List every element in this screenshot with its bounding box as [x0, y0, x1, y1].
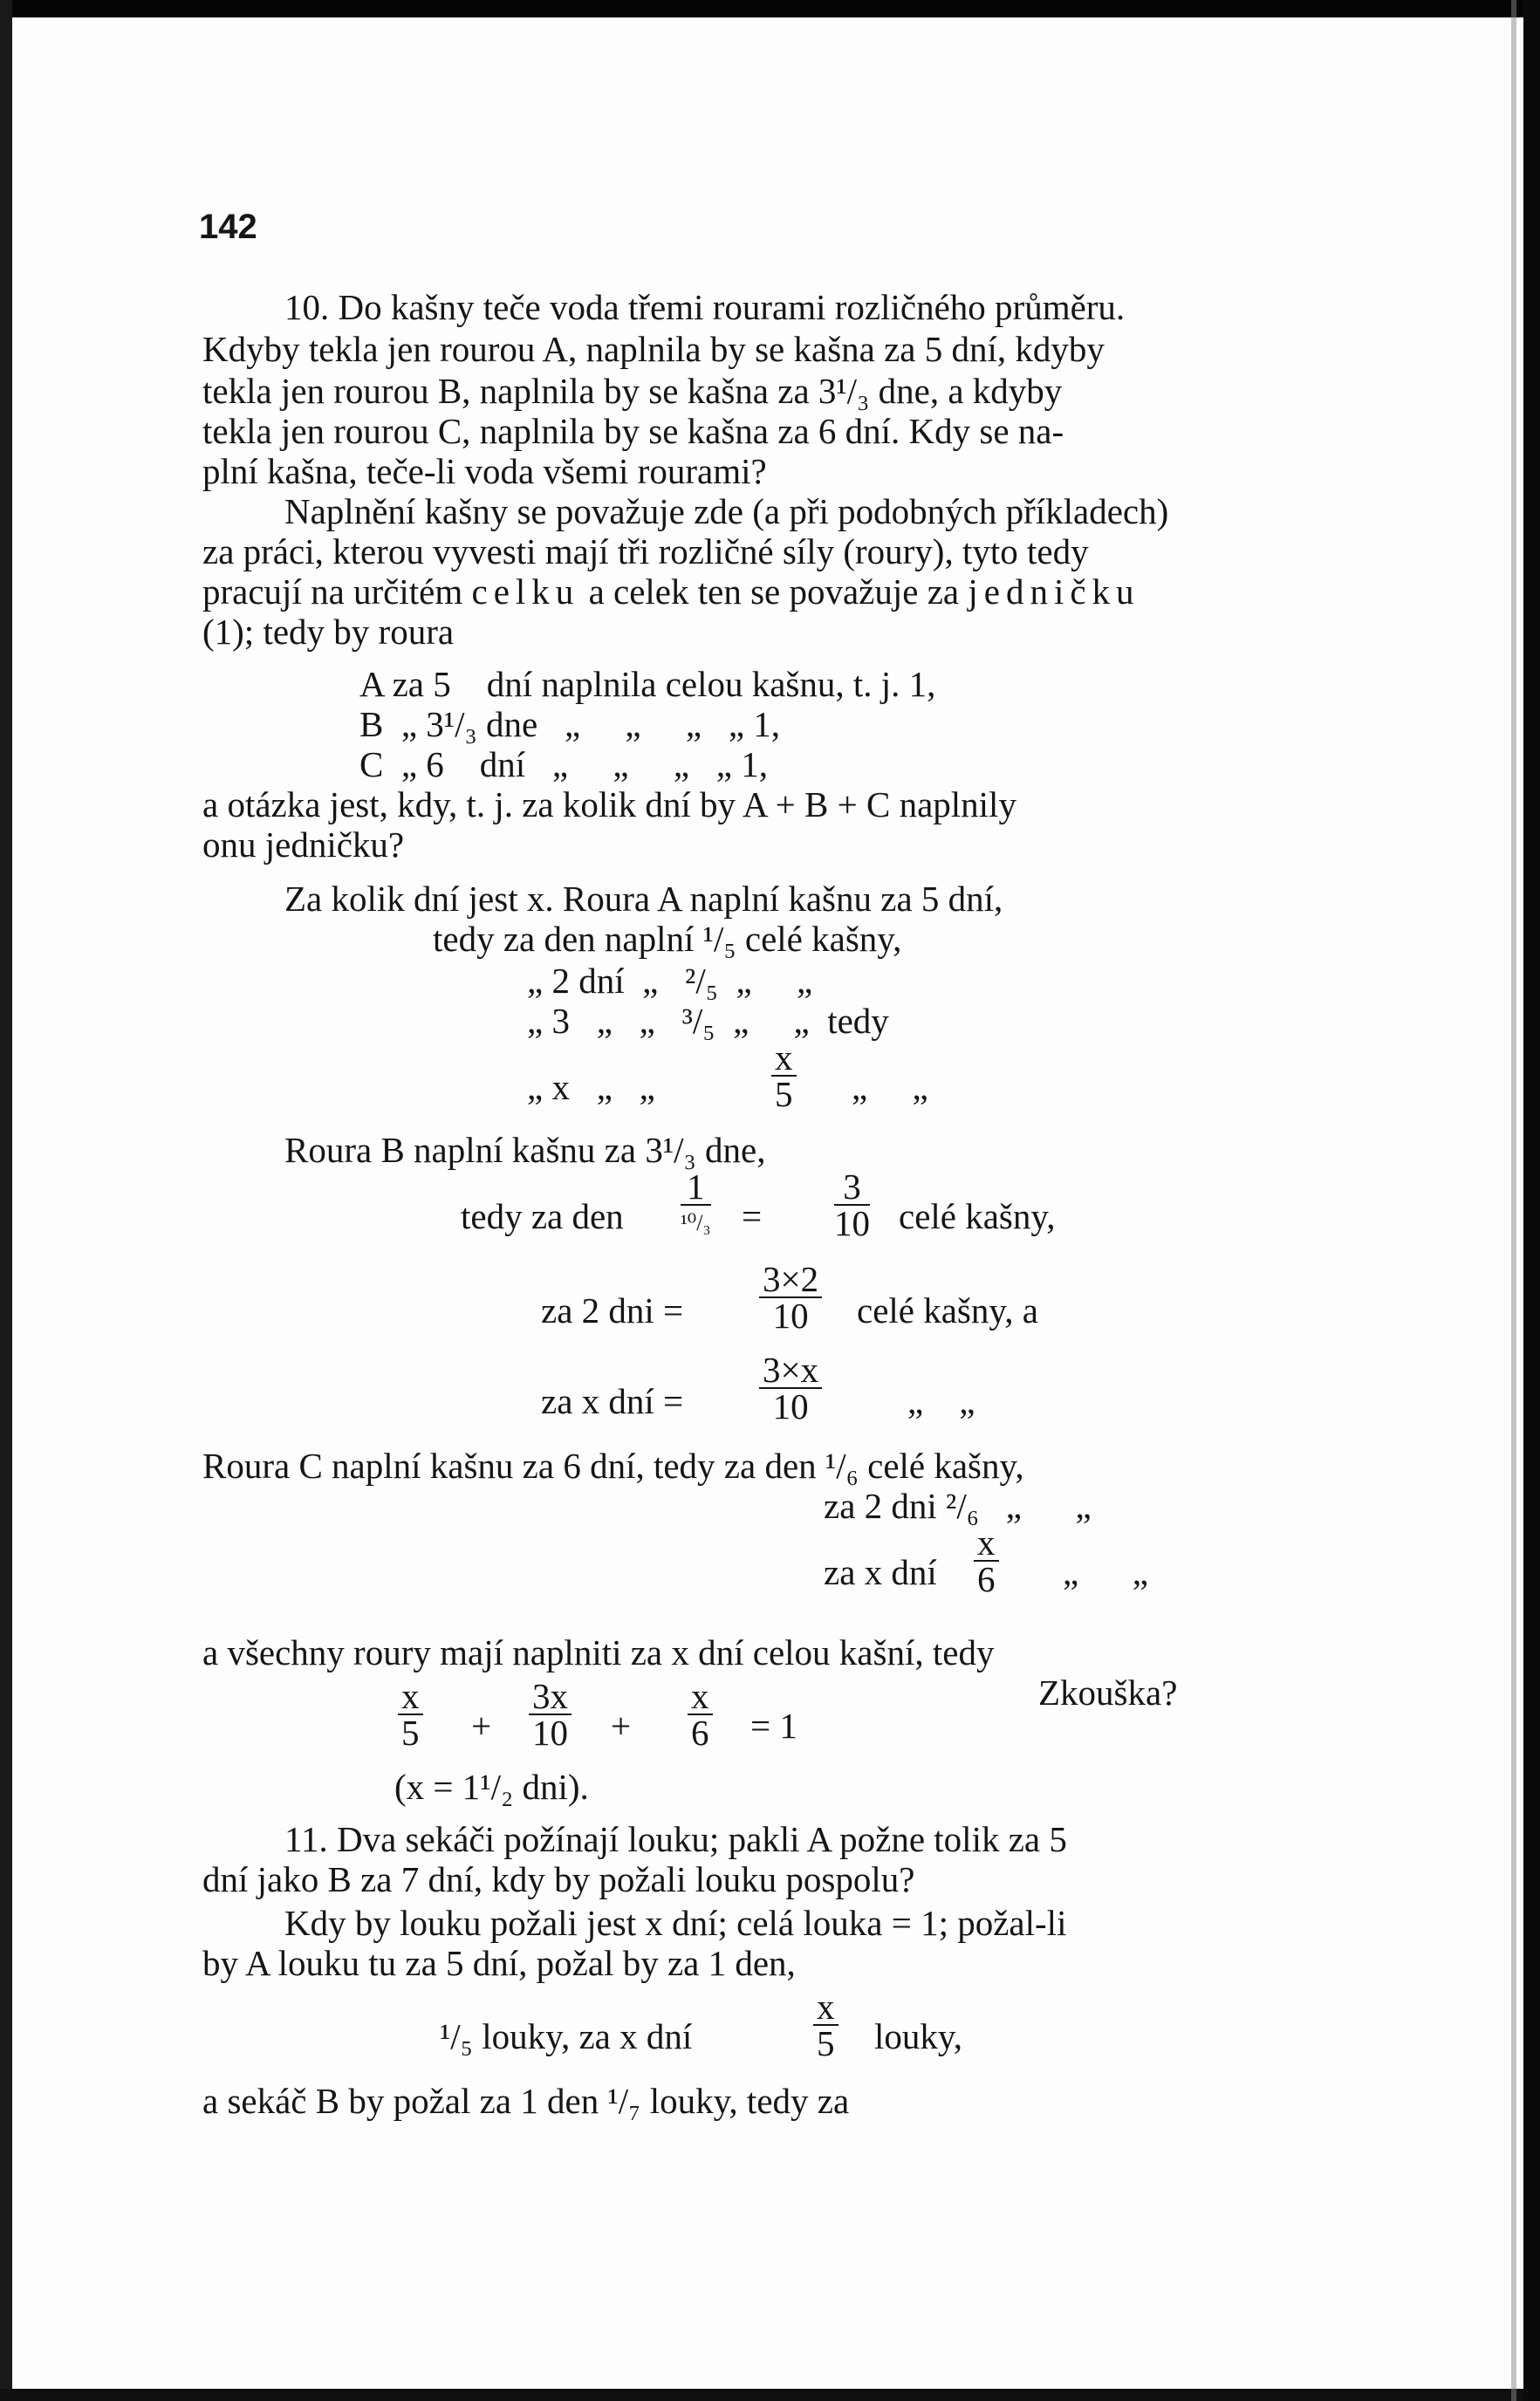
frac-den: 5	[775, 1074, 793, 1114]
p10-line-8a: pracují na určitém	[202, 571, 472, 612]
frac-p11-x-5	[813, 1989, 838, 2061]
frac-eq-x-5	[398, 1676, 423, 1753]
scan-border-left	[0, 0, 12, 2401]
p11-line-3: Kdy by louku požali jest x dní; celá louka = 1; požal-li	[284, 1903, 1067, 1943]
check-label: Zkouška?	[1038, 1672, 1178, 1713]
frac-num: x	[974, 1525, 999, 1562]
frac-num: x	[813, 1989, 838, 2026]
p11-line-5b: louky,	[874, 2016, 962, 2056]
frac-den: ¹⁰/₃	[681, 1210, 711, 1235]
frac-3xx-over-10	[759, 1352, 822, 1424]
sol-b-line-2a: tedy za den	[461, 1196, 624, 1236]
sol-c-line-3b: „ „	[1063, 1552, 1148, 1592]
solution-result: (x = 1¹/₂ dni).	[394, 1767, 589, 1807]
frac-num: 3×x	[759, 1352, 822, 1389]
sol-a-line-4: „ 3 „ „ ³/₅ „ „ tedy	[527, 1001, 889, 1041]
sol-a-line-2: tedy za den naplní ¹/₅ celé kašny,	[433, 919, 902, 959]
page-number: 142	[199, 208, 257, 246]
p10-line-8c: a celek ten se považuje za	[579, 571, 968, 612]
p10-line-2: Kdyby tekla jen rourou A, naplnila by se kašna za 5 dní, kdyby	[202, 329, 1105, 369]
emph-jednicku: jedničku	[968, 571, 1140, 612]
frac-num: 3x	[529, 1679, 572, 1715]
frac-num: x	[398, 1679, 423, 1715]
sol-b-line-3b: celé kašny, a	[857, 1290, 1038, 1330]
frac-num: x	[771, 1040, 797, 1077]
equals-sign: =	[742, 1196, 763, 1236]
equation-rhs: = 1	[750, 1706, 797, 1746]
frac-den: 5	[401, 1713, 420, 1753]
table-row-a: A za 5 dní naplnila celou kašnu, t. j. 1,	[359, 664, 936, 704]
sol-c-line-1: Roura C naplní kašnu za 6 dní, tedy za den ¹/₆ celé kašny,	[202, 1446, 1024, 1486]
sol-a-line-3: „ 2 dní „ ²/₅ „ „	[527, 961, 813, 1001]
frac-den: 10	[834, 1203, 870, 1243]
table-row-b: B „ 3¹/₃ dne „ „ „ „ 1,	[359, 704, 781, 744]
frac-num: x	[688, 1679, 713, 1715]
p10-line-5: plní kašna, teče-li voda všemi rourami?	[202, 451, 767, 491]
p10-line-10: a otázka jest, kdy, t. j. za kolik dní by A + B + C naplnily	[202, 784, 1016, 824]
p11-line-5a: ¹/₅ louky, za x dní	[440, 2016, 693, 2056]
sol-a-line-1: Za kolik dní jest x. Roura A naplní kašnu za 5 dní,	[284, 879, 1003, 919]
sol-b-line-2b: celé kašny,	[899, 1196, 1056, 1236]
sol-c-line-3a: za x dní	[824, 1552, 937, 1592]
frac-num: 1	[681, 1169, 711, 1206]
sol-b-line-4b: „ „	[907, 1381, 975, 1421]
p10-line-11: onu jedničku?	[202, 824, 405, 865]
frac-den: 6	[691, 1713, 709, 1753]
frac-den: 10	[532, 1713, 568, 1753]
sol-a-line-5	[527, 1066, 655, 1108]
frac-den: 5	[817, 2023, 835, 2063]
p10-line-3: tekla jen rourou B, naplnila by se kašna za 3¹/₃ dne, a kdyby	[202, 371, 1063, 411]
p11-line-6: a sekáč B by požal za 1 den ¹/₇ louky, tedy za	[202, 2081, 850, 2121]
frac-eq-3x-10	[529, 1676, 572, 1753]
sol-b-line-4a: za x dní =	[541, 1381, 684, 1421]
frac-1-over-10-3	[681, 1166, 711, 1241]
frac-x-over-5	[771, 1037, 797, 1114]
scan-border-top	[0, 0, 1540, 17]
p10-line-7: za práci, kterou vyvesti mají tři rozličné síly (roury), tyto tedy	[202, 531, 1089, 571]
p10-line-9: (1); tedy by roura	[202, 612, 455, 652]
sol-c-line-2: za 2 dni ²/₆ „ „	[824, 1486, 1092, 1526]
scan-border-bottom	[0, 2389, 1540, 2401]
sol-b-line-1: Roura B naplní kašnu za 3¹/₃ dne,	[284, 1130, 766, 1170]
p11-line-1: 11. Dva sekáči požínají louku; pakli A požne tolik za 5	[284, 1819, 1067, 1859]
frac-x-over-6	[974, 1522, 999, 1599]
frac-3x2-over-10	[759, 1259, 822, 1336]
frac-num: 3	[834, 1169, 870, 1206]
frac-den: 10	[772, 1296, 809, 1336]
p10-line-4: tekla jen rourou C, naplnila by se kašna za 6 dní. Kdy se na-	[202, 411, 1064, 451]
frac-eq-x-6	[688, 1676, 713, 1753]
sum-intro: a všechny roury mají naplniti za x dní celou kašní, tedy	[202, 1632, 995, 1672]
table-row-c: C „ 6 dní „ „ „ „ 1,	[359, 744, 768, 784]
p10-line-6: Naplnění kašny se považuje zde (a při podobných příkladech)	[284, 491, 1169, 531]
p11-line-2: dní jako B za 7 dní, kdy by požali louku pospolu?	[202, 1859, 915, 1899]
sol-a-line-5a: „ x „ „	[527, 1067, 655, 1107]
plus-sign-2: +	[611, 1706, 632, 1746]
p10-line-1: 10. Do kašny teče voda třemi rourami rozličného průměru.	[284, 287, 1126, 327]
sol-b-line-3a: za 2 dni =	[541, 1290, 684, 1330]
scan-border-right	[1523, 0, 1540, 2401]
scan-edge-shadow	[1511, 0, 1516, 2401]
sol-a-line-5b: „ „	[852, 1067, 928, 1107]
frac-num: 3×2	[759, 1262, 822, 1298]
frac-den: 6	[977, 1559, 996, 1599]
frac-den: 10	[772, 1386, 809, 1426]
p11-line-4: by A louku tu za 5 dní, požal by za 1 den,	[202, 1943, 796, 1983]
emph-celku: celku	[471, 571, 580, 612]
p10-line-8	[202, 571, 1140, 612]
plus-sign-1: +	[471, 1706, 492, 1746]
frac-3-over-10	[834, 1166, 870, 1243]
